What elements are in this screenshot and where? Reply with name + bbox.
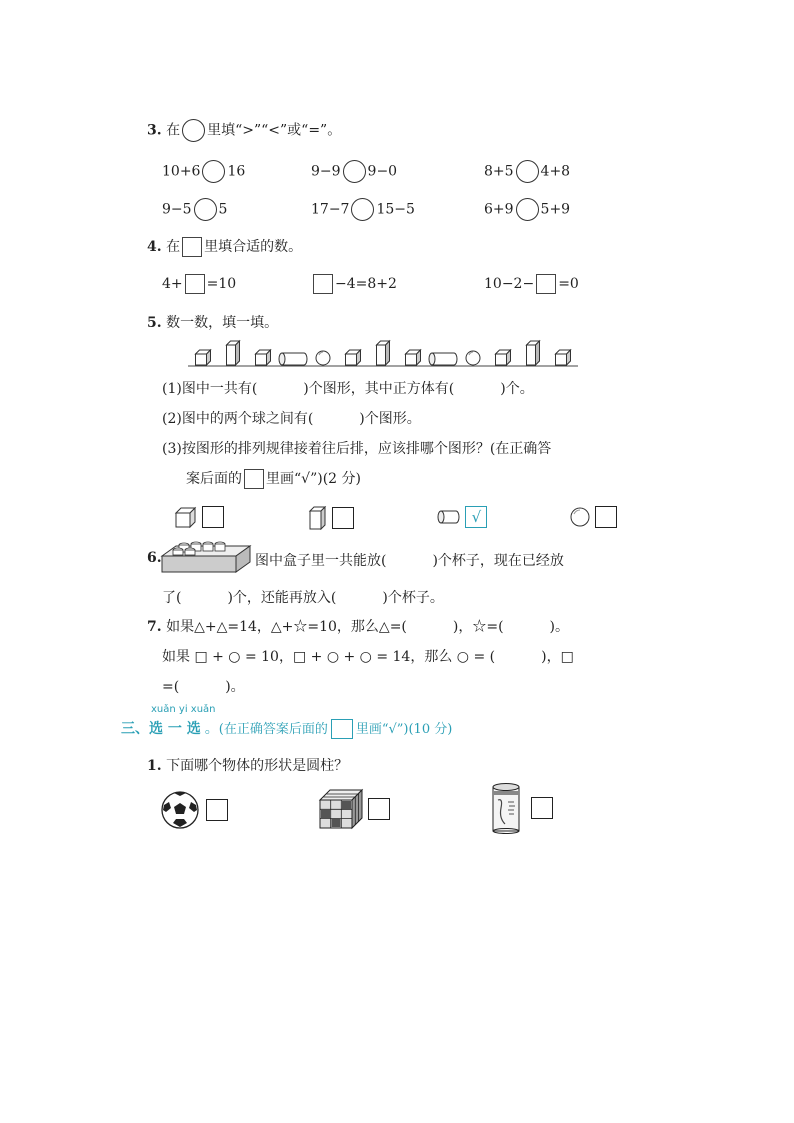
q5-sub3b-pre: 案后面的: [186, 471, 242, 487]
ball-icon: [569, 506, 591, 528]
q5-number: 5.: [147, 315, 162, 331]
rubiks-cube-icon: [318, 788, 364, 830]
cuboid-icon: [308, 506, 328, 530]
answer-circle[interactable]: [516, 198, 539, 221]
cube-icon: [346, 350, 361, 365]
choice-cuboid: [308, 506, 354, 530]
q3-item-right: 15−5: [376, 201, 415, 218]
q3-header: [147, 119, 341, 142]
q6-d: )个，还能再放入(: [227, 590, 337, 606]
q7-l3: =(: [162, 679, 180, 695]
q6-b: )个杯子，现在已经放: [432, 553, 564, 569]
q5-sub2-a: (2)图中的两个球之间有(: [162, 411, 314, 427]
q5-sub1-b: )个图形，其中正方体有(: [303, 381, 455, 397]
section3-pinyin: xuǎn yi xuǎn: [151, 704, 216, 715]
cuboid-icon: [527, 341, 540, 365]
choice-cylinder: [437, 506, 487, 528]
q4-eq-part: 4+: [162, 276, 183, 292]
q31-text: 下面哪个物体的形状是圆柱？: [166, 758, 349, 774]
q4-number: 4.: [147, 239, 162, 255]
q7-l2b: )，□: [541, 649, 574, 665]
answer-circle[interactable]: [202, 160, 225, 183]
q4-eq-part: =0: [558, 276, 579, 292]
choice-rubiks-cube: [318, 788, 390, 830]
cylinder-icon: [429, 353, 457, 365]
q5-title: 数一数，填一填。: [166, 315, 279, 331]
section3-dot: 。: [204, 721, 219, 737]
answer-circle[interactable]: [516, 160, 539, 183]
answer-circle[interactable]: [343, 160, 366, 183]
ball-icon: [316, 351, 330, 365]
q3-pre: 在: [166, 122, 181, 139]
q5-sub-3: [162, 438, 551, 458]
q4-eq-1: [162, 274, 236, 294]
q3-item-left: 9−9: [311, 163, 341, 180]
answer-circle-icon: [182, 119, 205, 142]
section3-title: 三、选 一 选: [121, 721, 201, 737]
answer-circle[interactable]: [194, 198, 217, 221]
q3-item-right: 5+9: [540, 201, 571, 218]
q5-sub3b-post: 里画“√”)(2 分): [266, 471, 361, 487]
q7-line-2: [162, 646, 574, 666]
q3-item-4: [162, 198, 227, 221]
cylinder-icon: [279, 353, 307, 365]
q31-header: [147, 755, 348, 775]
q3-item-right: 5: [218, 201, 228, 218]
q6-line-1: [255, 550, 564, 570]
answer-box[interactable]: [368, 798, 390, 820]
cuboid-icon: [227, 341, 240, 365]
q4-eq-part: −4=8+2: [335, 276, 397, 292]
q5-sub1-a: (1)图中一共有(: [162, 381, 258, 397]
q3-item-2: [311, 160, 397, 183]
q4-eq-2: [311, 274, 397, 294]
q3-item-5: [311, 198, 415, 221]
cylinder-icon: [437, 506, 461, 528]
q5-sub2-b: )个图形。: [359, 411, 421, 427]
cube-icon: [556, 350, 571, 365]
q5-sub-1: [162, 378, 534, 398]
ball-icon: [466, 351, 480, 365]
choice-cube: [174, 506, 224, 528]
answer-box[interactable]: [206, 799, 228, 821]
q3-item-left: 10+6: [162, 163, 201, 180]
q3-item-left: 17−7: [311, 201, 350, 218]
q7-line-3: [162, 676, 245, 696]
q4-header: [147, 236, 302, 257]
answer-box[interactable]: [313, 274, 333, 294]
answer-box-checked[interactable]: [465, 506, 487, 528]
canister-icon: [489, 782, 523, 834]
q3-number: 3.: [147, 122, 162, 139]
cube-icon: [496, 350, 511, 365]
section3-note-post: 里画“√”)(10 分): [355, 722, 453, 737]
q7-number: 7.: [147, 619, 162, 635]
answer-box[interactable]: [202, 506, 224, 528]
q6-c: 了(: [162, 590, 182, 606]
q3-item-6: [484, 198, 570, 221]
soccer-ball-icon: [160, 790, 200, 830]
q3-item-left: 6+9: [484, 201, 514, 218]
check-mark: √: [471, 508, 482, 526]
q6-num: 6.: [147, 550, 162, 566]
q4-eq-3: [484, 274, 579, 294]
q5-sub1-c: )个。: [500, 381, 534, 397]
q6-a: 图中盒子里一共能放(: [255, 553, 387, 569]
cube-icon: [196, 350, 211, 365]
choice-ball: [569, 506, 617, 528]
cuboid-icon: [377, 341, 390, 365]
answer-box-icon: [331, 719, 353, 739]
shape-sequence: [186, 338, 580, 370]
cup-box-icon: [160, 540, 252, 574]
answer-box[interactable]: [595, 506, 617, 528]
cube-icon: [406, 350, 421, 365]
q7-l2: 如果 □ + ○ = 10，□ + ○ + ○ = 14，那么 ○ = (: [162, 649, 496, 665]
answer-box[interactable]: [332, 507, 354, 529]
choice-canister: [489, 782, 553, 834]
q5-sub-2: [162, 408, 421, 428]
q3-item-3: [484, 160, 570, 183]
section3-header: [121, 718, 452, 739]
q7-l1b: )，☆=(: [452, 619, 504, 635]
answer-box[interactable]: [536, 274, 556, 294]
q3-item-right: 4+8: [540, 163, 571, 180]
q3-item-right: 16: [227, 163, 246, 180]
q7-l1: 如果△+△=14，△+☆=10，那么△=(: [166, 619, 407, 635]
q6-e: )个杯子。: [382, 590, 444, 606]
q5-sub3-text: (3)按图形的排列规律接着往后排，应该排哪个图形？(在正确答: [162, 441, 552, 457]
q7-l3b: )。: [225, 679, 245, 695]
cube-icon: [256, 350, 271, 365]
answer-circle[interactable]: [351, 198, 374, 221]
q6-line-2: [162, 587, 444, 607]
q5-sub-3-cont: [186, 468, 361, 489]
section3-note-pre: (在正确答案后面的: [218, 722, 328, 737]
answer-box-icon: [244, 469, 264, 489]
q3-item-1: [162, 160, 245, 183]
answer-box[interactable]: [185, 274, 205, 294]
q4-eq-part: 10−2−: [484, 276, 535, 292]
q31-number: 1.: [147, 758, 162, 774]
answer-box-icon: [182, 237, 202, 257]
answer-box[interactable]: [531, 797, 553, 819]
q7-line-1: [147, 616, 569, 636]
q3-instruction: 里填“>”“<”或“=”。: [207, 122, 342, 139]
q3-item-left: 8+5: [484, 163, 514, 180]
q7-l1c: )。: [549, 619, 570, 635]
cube-icon: [174, 506, 198, 528]
q3-item-right: 9−0: [367, 163, 398, 180]
q4-eq-part: =10: [206, 276, 237, 292]
q3-item-left: 9−5: [162, 201, 192, 218]
q4-instruction: 里填合适的数。: [204, 239, 303, 255]
choice-soccer-ball: [160, 790, 228, 830]
q4-pre: 在: [166, 239, 181, 255]
q5-header: [147, 312, 278, 332]
